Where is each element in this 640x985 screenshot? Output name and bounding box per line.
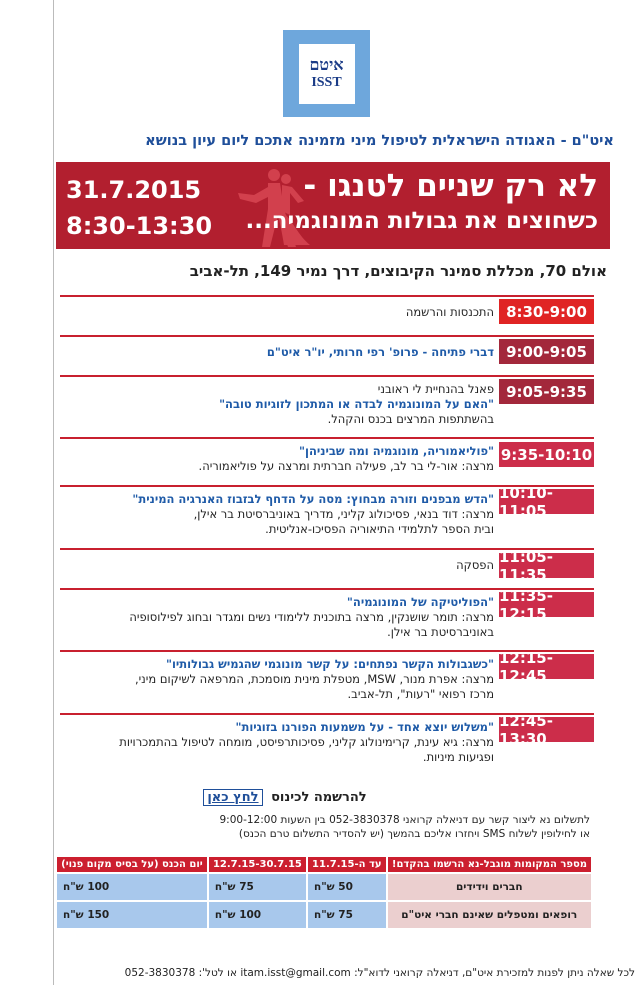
schedule-row [60,713,594,773]
schedule-line: "הדש מבפנים וזורה מבחוץ: מסה על הדחף לבזבוז האנרגיה המינית" [132,492,494,506]
schedule-line: מרצה: אור-לי בר לב, פעילה חברתית ומרצה על פוליאמוריה. [198,459,494,473]
schedule-content [74,345,494,360]
schedule-content [74,720,494,765]
schedule-line: דברי פתיחה - פרופ' רפי חרותי, יו"ר איט"ם [266,345,494,359]
schedule-line: מרצה: תומר שושנקין, מרצה בתוכנית ללימודי נשים ומגדר ובחוג לפילוסופיה [129,610,494,624]
price-table-header [57,857,591,872]
venue-address: אולם 70, מכללת סמינר הקיבוצים, דרך נמיר 149, תל-אביב [189,262,607,280]
schedule-row [60,650,594,710]
schedule-line: "פוליאמוריה, מונוגמיה ומה שביניהן" [299,444,494,458]
schedule-row [60,548,594,582]
schedule-content [74,558,494,573]
schedule-row [60,588,594,646]
schedule-content [74,595,494,640]
schedule-line: "הפוליטיקה של המונוגמיה" [346,595,494,609]
schedule-time: 8:30-9:00 [499,299,594,324]
logo-english: ISST [311,74,342,90]
schedule-line: התכנסות והרשמה [405,305,494,319]
price-header-onsite: יום הכנס (על בסיס מקום פנוי) [57,857,207,872]
event-time: 8:30-13:30 [66,212,213,240]
title-banner [56,162,610,249]
schedule-content [74,492,494,537]
schedule-line: הפסקה [456,558,494,572]
event-date: 31.7.2015 [66,176,202,204]
payment-line-2: או לחילופין לשלוח SMS ויחזרו אליכם בהמשך (יש להסדיר התשלום טרם הכנס) [238,828,590,840]
schedule-line: מרכז רפואי "רעות", תל-אביב. [347,687,494,701]
price-cell: 50 ש"ח [308,874,386,900]
schedule-content [74,305,494,320]
logo-hebrew: איטם [309,56,344,74]
schedule-time: 9:05-9:35 [499,379,594,404]
schedule-line: "האם על המונוגמיה לבדה או המתכון לזוגיות טובה" [219,397,494,411]
price-cell: 150 ש"ח [57,902,207,928]
banner-subtitle: כשחוצים את גבולות המונוגמיה... [245,208,598,234]
schedule-row [60,485,594,545]
registration-line [60,789,510,806]
intro-heading: איט"ם - האגודה הישראלית לטיפול מיני מזמינה אתכם ליום עיון בנושא [145,133,614,149]
logo-badge [299,44,355,104]
registration-text: להרשמה לכינוס [271,790,367,805]
schedule-row [60,295,594,329]
schedule-time: 12:45-13:30 [499,717,594,742]
schedule-line: מרצה: אפרת מנור, MSW, מטפלת מינית מוסמכת, המרפאה לשיקום מיני, [134,672,494,686]
schedule-line: "כשגבולות הקשר נפתחים: על קשר מונוגמי שהגמיש גבולותיו" [165,657,494,671]
schedule-line: בהשתתפות המרצים בכנס והקהל. [327,412,494,426]
price-cell: 75 ש"ח [209,874,306,900]
price-header-category: מספר המקומות מוגבל-נא הרשמו בהקדם! [388,857,591,872]
schedule-line: מרצה: גיא עינת, קרימינולוג קליני, פסיכותרפיסט, מומחה לטיפול בהתמכרויות [119,735,494,749]
schedule-time: 11:35-12:15 [499,592,594,617]
tango-dancers-icon [224,165,314,249]
price-header-regular: 12.7.15-30.7.15 [209,857,306,872]
schedule-content [74,444,494,474]
price-row [57,902,591,928]
schedule-time: 11:05-11:35 [499,553,594,578]
schedule-time: 9:00-9:05 [499,339,594,364]
schedule-line: מרצה: דוד בנאי, פסיכולוג קליני, מדריך באוניברסיטת בר אילן, [193,507,494,521]
registration-link[interactable]: לחץ כאן [203,789,262,806]
schedule-time: 12:15-12:45 [499,654,594,679]
schedule-time: 9:35-10:10 [499,442,594,467]
schedule-row [60,437,594,483]
price-row [57,874,591,900]
banner-title: לא רק שניים לטנגו - [303,168,598,204]
schedule-content [74,382,494,427]
schedule-line: ופגיעות מיניות. [422,750,494,764]
price-cell: 100 ש"ח [209,902,306,928]
schedule-time: 10:10-11:05 [499,489,594,514]
price-header-early: עד ה-11.7.15 [308,857,386,872]
schedule-row [60,375,594,435]
payment-line-1: לתשלום נא ליצור קשר עם דניאלה קרואני 052-3830378 בין השעות 9:00-12:00 [219,814,590,826]
contact-footer: לכל שאלה ניתן לפנות למזכירת איט"ם, דניאלה קרואני לדוא"ל: itam.isst@gmail.com או לטל': 052-3830378 [124,967,635,979]
schedule-line: "משלוש יוצא אחד - על משמעות הפורנו בזוגיות" [235,720,494,734]
payment-info [60,813,590,841]
price-table [55,855,593,930]
schedule-line: באוניברסיטת בר אילן. [387,625,494,639]
schedule-content [74,657,494,702]
logo [283,30,370,117]
schedule-line: פאנל בהנחיית לי ראובני [377,382,494,396]
schedule-line: ובית הספר לתלמידי התיאוריה הפסיכו-אנליטית. [265,522,494,536]
price-category: חברים וידידים [388,874,591,900]
price-category: רופאים ומטפלים שאינם חברי איט"ם [388,902,591,928]
price-cell: 75 ש"ח [308,902,386,928]
price-cell: 100 ש"ח [57,874,207,900]
schedule-row [60,335,594,369]
